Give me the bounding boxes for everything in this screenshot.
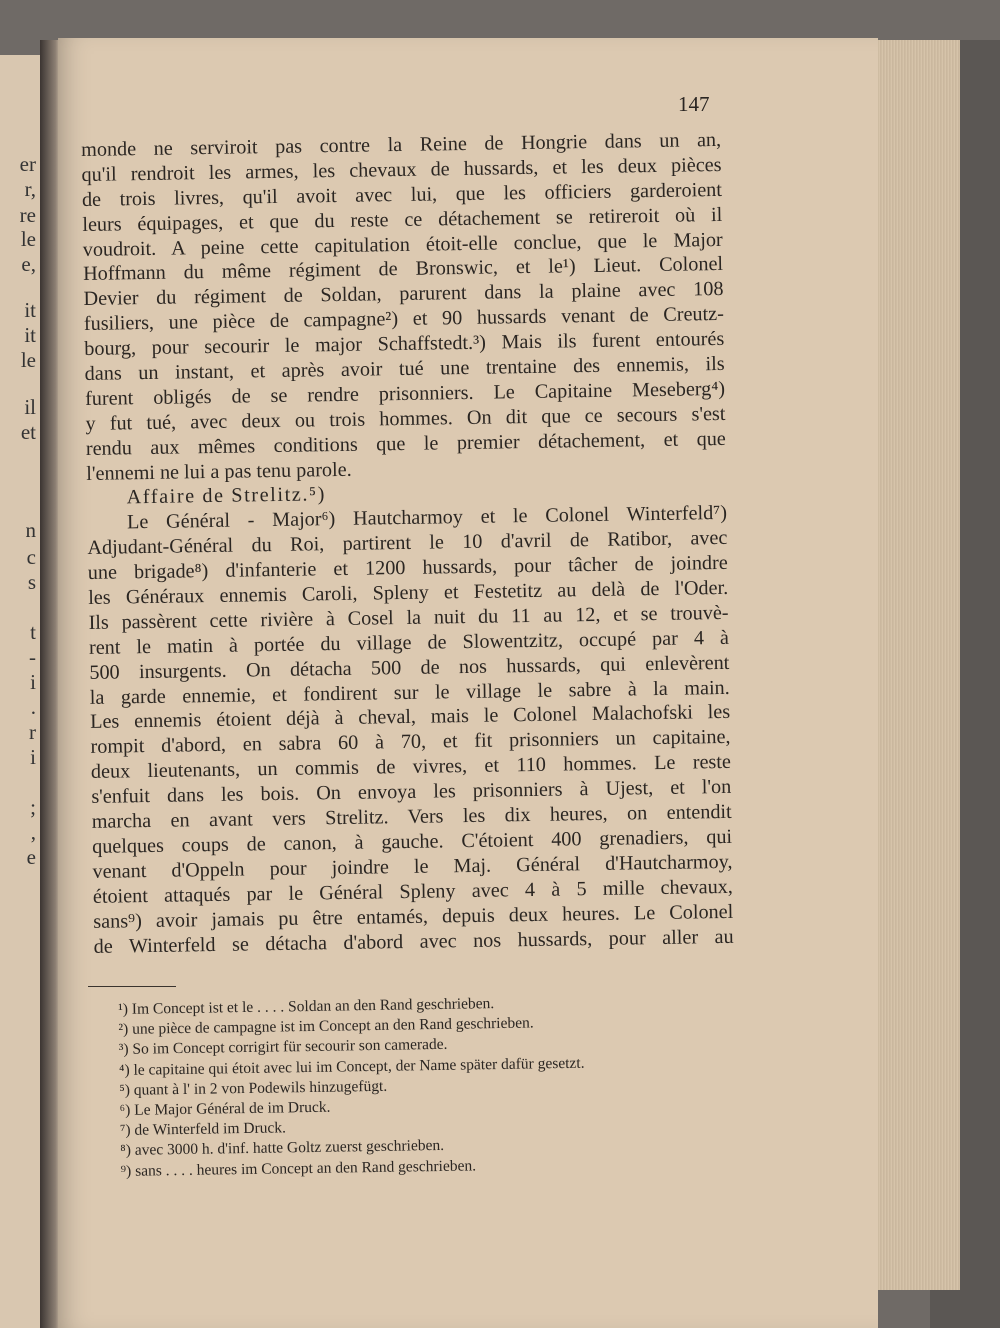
previous-page-edge	[0, 55, 42, 1328]
text-line: monde ne serviroit pas contre la Reine de Hongrie dans un an,	[81, 128, 722, 161]
text-line: rent le matin à portée du village de Slowentzitz, occupé par 4 à	[88, 626, 730, 659]
text-line: sans⁹) avoir jamais pu être entamés, depuis deux heures. Le Colonel	[93, 900, 734, 933]
footnote: ⁴) le capitaine qui étoit avec lui im Concept, der Name später dafür gesetzt.	[118, 1054, 585, 1079]
section-heading: Affaire de Strelitz.⁵)	[126, 483, 327, 509]
left-fragment: -	[29, 645, 36, 669]
left-fragment: e	[26, 845, 36, 869]
left-fragment: e,	[21, 252, 36, 276]
text-line: Devier du régiment de Soldan, parurent dans la plaine avec 108	[83, 278, 724, 311]
text-line: les Généraux ennemis Caroli, Spleny et Festetitz au delà de l'Oder.	[88, 576, 729, 609]
left-fragment: n	[25, 518, 36, 542]
text-line: y fut tué, avec deux ou trois hommes. On dit que ce secours s'est	[85, 402, 726, 435]
footnote: ²) une pièce de campagne ist im Concept an den Rand geschrieben.	[118, 1014, 534, 1039]
text-line: leurs équipages, et que du reste ce détachement se retireroit où il	[82, 203, 723, 236]
left-fragment: it	[24, 298, 36, 322]
text-line: bourg, pour secourir le major Schaffstedt.³) Mais ils furent entourés	[84, 328, 725, 361]
footnote: ¹) Im Concept ist et le . . . . Soldan an den Rand geschrieben.	[118, 995, 495, 1018]
left-fragment: c	[26, 545, 36, 569]
left-fragment: er	[19, 152, 36, 176]
left-fragment: t	[30, 620, 36, 644]
text-line: une brigade⁸) d'infanterie et 1200 hussards, pour tâcher de joindre	[87, 552, 728, 585]
text-line: fusiliers, une pièce de campagne²) et 90 hussards venant de Creutz-	[83, 303, 725, 336]
left-fragment: il	[24, 395, 36, 419]
footnote: ⁶) Le Major Général de im Druck.	[119, 1098, 331, 1119]
text-line: rompit d'abord, en sabra 60 à 70, et fit prisonniers un capitaine,	[90, 726, 731, 759]
left-fragment: i	[30, 745, 36, 769]
footnote: ⁷) de Winterfeld im Druck.	[119, 1119, 287, 1140]
left-fragment: re	[19, 203, 36, 227]
footnote: ³) So im Concept corrigirt für secourir son camerade.	[118, 1036, 448, 1059]
left-fragment: .	[30, 695, 36, 719]
text-line: 500 insurgents. On détacha 500 de nos hussards, qui enlevèrent	[89, 651, 730, 684]
left-fragment: ,	[30, 820, 36, 844]
text-line: étoient attaqués par le Général Spleny avec 4 à 5 mille chevaux,	[92, 875, 734, 908]
text-line: de Winterfeld se détacha d'abord avec nos hussards, pour aller au	[93, 925, 734, 958]
left-fragment: le	[20, 227, 36, 251]
text-line: qu'il rendroit les armes, les chevaux de hussards, et les deux pièces	[81, 153, 722, 186]
page-number: 147	[678, 92, 710, 116]
left-fragment: s	[27, 570, 36, 594]
left-fragment: i	[30, 670, 36, 694]
text-line: Les ennemis étoient déjà à cheval, mais le Colonel Malachofski les	[90, 701, 731, 734]
text-line: l'ennemi ne lui a pas tenu parole.	[86, 458, 352, 485]
left-fragment: it	[24, 323, 36, 347]
text-line: furent obligés de se rendre prisonniers. Le Capitaine Meseberg⁴)	[84, 377, 726, 410]
left-fragment: le	[20, 348, 36, 372]
footnote: ⁹) sans . . . . heures im Concept an den Rand geschrieben.	[120, 1156, 477, 1180]
text-line: la garde ennemie, et fondirent sur le village le sabre à la main.	[89, 676, 730, 709]
body-text	[81, 128, 734, 959]
text-line: marcha en avant vers Strelitz. Vers les dix heures, on entendit	[91, 800, 732, 833]
left-fragment: r,	[24, 177, 36, 201]
text-line: Le Général - Major⁶) Hautcharmoy et le Colonel Winterfeld⁷)	[126, 502, 728, 534]
text-line: Adjudant-Général du Roi, partirent le 10 d'avril de Ratibor, avec	[87, 527, 728, 560]
text-line: rendu aux mêmes conditions que le premier détachement, et que	[85, 427, 726, 460]
text-line: dans un instant, et après avoir tué une trentaine des ennemis, ils	[84, 352, 725, 385]
text-line: s'enfuit dans les bois. On envoya les prisonniers à Ujest, et l'on	[91, 776, 732, 809]
footnote-rule	[88, 986, 176, 987]
left-fragment: et	[20, 420, 36, 444]
text-line: deux lieutenants, un commis de vivres, et 110 hommes. Le reste	[90, 751, 732, 784]
text-line: venant d'Oppeln pour joindre le Maj. Général d'Hautcharmoy,	[92, 850, 733, 883]
footnotes	[118, 991, 721, 1182]
footnote: ⁸) avec 3000 h. d'inf. hatte Goltz zuerst geschrieben.	[120, 1137, 445, 1160]
text-line: quelques coups de canon, à gauche. C'étoient 400 grenadiers, qui	[91, 825, 733, 858]
text-line: voudroit. A peine cette capitulation étoit-elle conclue, que le Major	[82, 228, 723, 261]
text-line: de trois livres, qu'il avoit avec lui, que les officiers garderoient	[81, 178, 723, 211]
left-fragment: ;	[30, 795, 36, 819]
footnote: ⁵) quant à l' in 2 von Podewils hinzugefügt.	[119, 1077, 388, 1099]
left-fragment: r	[29, 720, 36, 744]
text-line: Hoffmann du même régiment de Bronswic, et le¹) Lieut. Colonel	[82, 253, 724, 286]
text-line: Ils passèrent cette rivière à Cosel la nuit du 11 au 12, et se trouvè-	[88, 601, 729, 634]
